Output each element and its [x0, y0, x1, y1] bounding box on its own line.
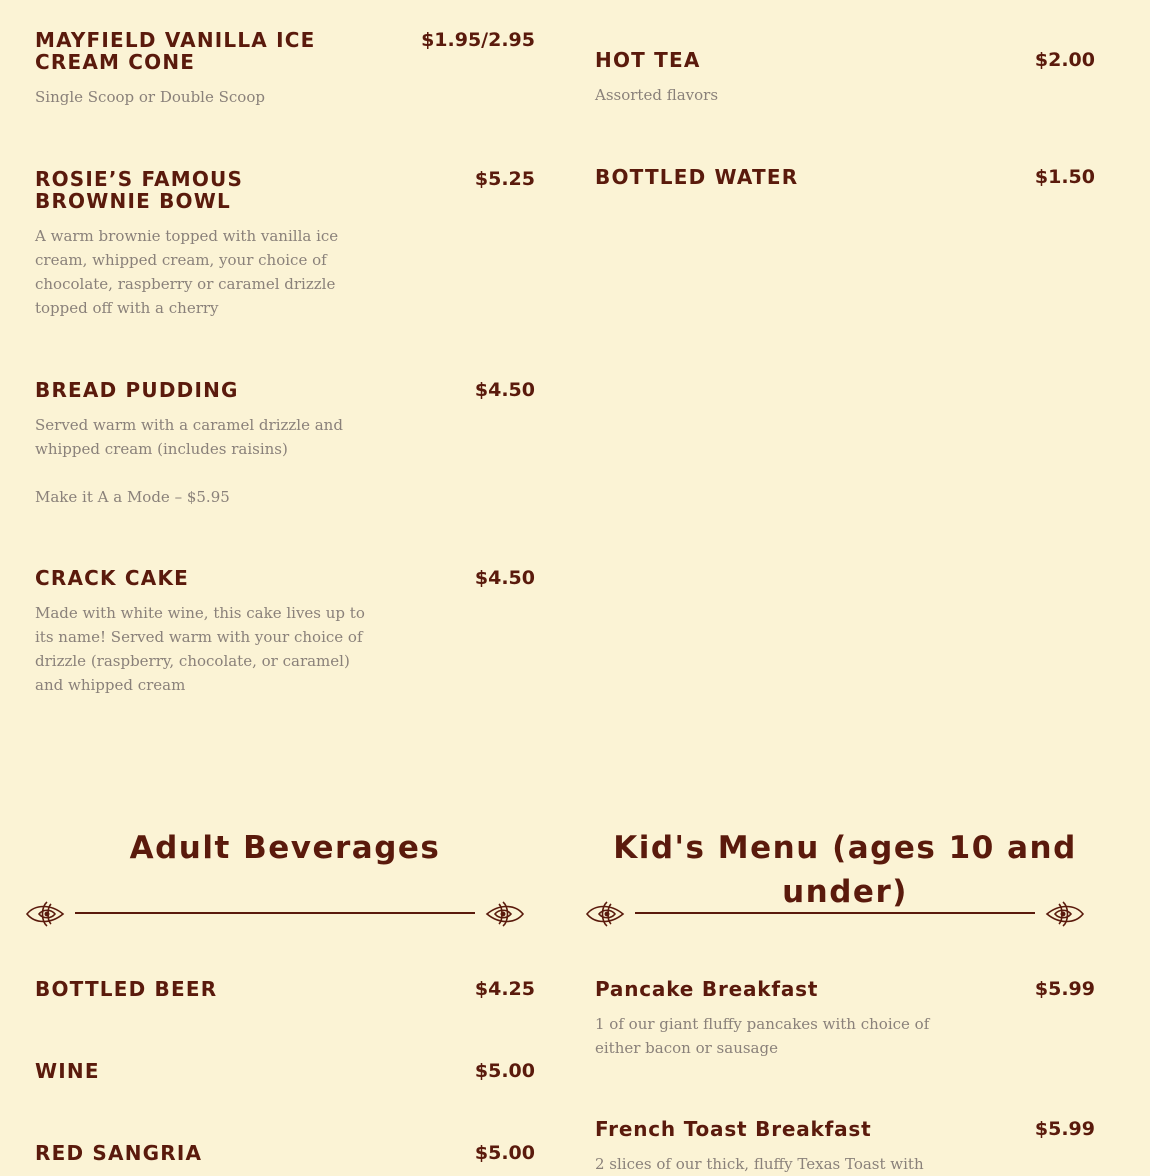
menu-item-header [35, 567, 535, 589]
menu-item-price: $5.99 [1034, 978, 1095, 1000]
menu-item-name: ROSIE’S FAMOUS BROWNIE BOWL [35, 167, 244, 213]
menu-item-french-toast-breakfast [595, 1118, 1095, 1176]
menu-item-description: Single Scoop or Double Scoop [35, 88, 265, 106]
menu-item-description: Assorted flavors [595, 86, 719, 104]
menu-item-price: $2.00 [1034, 49, 1095, 71]
menu-item-header [35, 168, 535, 212]
menu-item-price: $5.00 [474, 1060, 535, 1082]
menu-item-addon: Make it A a Mode – $5.95 [35, 488, 230, 506]
scroll-ornament-icon [1043, 898, 1085, 930]
menu-item-header [595, 1118, 1095, 1140]
menu-item-name: MAYFIELD VANILLA ICE CREAM CONE [35, 28, 316, 74]
menu-item-header [35, 29, 535, 73]
menu-item-description: Made with white wine, this cake lives up to its name! Served warm with your choice of drizzle (raspberry, chocolate, or caramel) and whipped cream [35, 604, 365, 694]
menu-item-price: $1.95/2.95 [421, 29, 535, 51]
scroll-ornament-icon [585, 898, 627, 930]
divider-line [635, 912, 1035, 914]
menu-item-price: $4.50 [474, 567, 535, 589]
section-divider [25, 898, 525, 930]
menu-item-hot-tea [595, 49, 1095, 107]
menu-item-description: 2 slices of our thick, fluffy Texas Toast with [595, 1155, 924, 1173]
menu-item-price: $5.25 [474, 168, 535, 190]
menu-item-price: $5.00 [474, 1142, 535, 1164]
menu-item-header [595, 49, 1095, 71]
divider-line [75, 912, 475, 914]
menu-item-header [595, 978, 1095, 1000]
menu-item-description: Served warm with a caramel drizzle and whipped cream (includes raisins) [35, 416, 343, 458]
section-title-kids-menu: Kid's Menu (ages 10 and under) [613, 830, 1077, 910]
menu-item-ice-cream-cone [35, 29, 535, 109]
scroll-ornament-icon [483, 898, 525, 930]
menu-item-name: BOTTLED WATER [595, 165, 799, 189]
menu-item-header [35, 1142, 535, 1164]
menu-item-name: WINE [35, 1059, 100, 1083]
section-title-adult-beverages: Adult Beverages [129, 830, 441, 866]
menu-item-header [35, 978, 535, 1000]
menu-item-brownie-bowl [35, 168, 535, 320]
menu-item-bottled-water [595, 166, 1095, 188]
menu-item-header [595, 166, 1095, 188]
menu-item-name: BREAD PUDDING [35, 378, 239, 402]
menu-item-description: A warm brownie topped with vanilla ice cream, whipped cream, your choice of chocolate, raspberry or caramel drizzle topped off with a cherry [35, 227, 339, 317]
menu-item-description: 1 of our giant fluffy pancakes with choice of either bacon or sausage [595, 1015, 930, 1057]
menu-item-crack-cake [35, 567, 535, 697]
menu-item-name: CRACK CAKE [35, 566, 190, 590]
menu-item-name: French Toast Breakfast [595, 1117, 872, 1141]
menu-item-price: $4.25 [474, 978, 535, 1000]
menu-item-name: HOT TEA [595, 48, 701, 72]
menu-item-name: BOTTLED BEER [35, 977, 218, 1001]
menu-item-price: $4.50 [474, 379, 535, 401]
menu-item-bread-pudding [35, 379, 535, 509]
menu-item-name: Pancake Breakfast [595, 977, 819, 1001]
menu-item-price: $1.50 [1034, 166, 1095, 188]
menu-item-name: RED SANGRIA [35, 1141, 203, 1165]
menu-item-header [35, 379, 535, 401]
scroll-ornament-icon [25, 898, 67, 930]
menu-item-red-sangria [35, 1142, 535, 1164]
menu-item-bottled-beer [35, 978, 535, 1000]
menu-item-price: $5.99 [1034, 1118, 1095, 1140]
menu-item-header [35, 1060, 535, 1082]
menu-item-wine [35, 1060, 535, 1082]
section-divider [585, 898, 1085, 930]
menu-item-pancake-breakfast [595, 978, 1095, 1060]
